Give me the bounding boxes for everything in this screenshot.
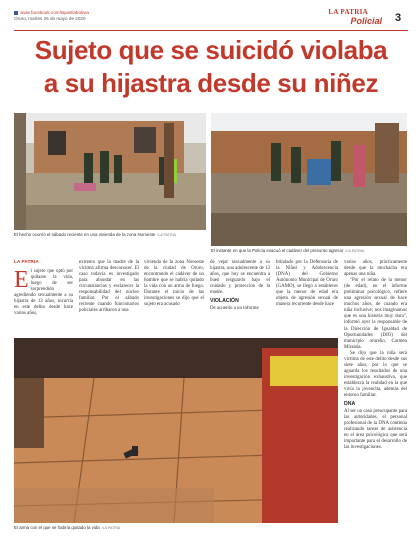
house-scene-image [14, 113, 206, 230]
section-name: Policial [350, 16, 382, 26]
article-column-3: vivienda de la zona Noroeste de la ciudad de Oruro, encontrando el cadáver de un hombre que se habría quitado la vida con un arma de fuego. Durante el inicio de las investigaciones se dijo que el sujeto era acusado [144, 260, 204, 308]
article-column-1 [14, 260, 73, 317]
photo-2-caption: El instante en que la Policía evacuó el cadáver del presunto agresor /LA PATRIA [211, 248, 365, 253]
page-header [0, 0, 420, 38]
subhead-violacion: VIOLACIÓN [210, 298, 239, 305]
photo-3-credit: /LA PATRIA [101, 526, 121, 530]
photo-3-caption: El arma con el que se habría quitado la vida /LA PATRIA [14, 525, 121, 530]
weapon-image [14, 338, 338, 523]
photo-1-caption: El hecho ocurrió el sábado reciente en una vivienda de la zona Noroeste /LA PATRIA [14, 232, 176, 237]
photo-house-scene [14, 113, 206, 230]
header-rule [14, 30, 408, 31]
article-column-5: brindado por la Defensoría de la Niñez y Adolescencia (DNA) del Gobierno Autónomo Municipal de Oruro (GAMO), se llegó a establecer que la menor de edad era objeto de agresión sexual de manera recurrente desde hace [276, 260, 338, 308]
photo-weapon [14, 338, 338, 523]
drop-cap: E [14, 267, 29, 294]
article-column-6: varios años, prácticamente desde que la muchacha era apenas una niña. "Por el relato de la menor (de edad), en el informe preliminar psicológico, refiere una agresión sexual de hace muchos años, de cuando era niña inclusive; nos imaginamos que es una historia muy dura", informó ayer la responsable de la Dirección de Igualdad de Oportunidades (DIO) del municipio orureño, Carmen Miranda. Se dijo que la niña será víctima de este delito desde sus siete años, por lo que se aguarda los resultados de una investigación exhaustiva, que establezca la realidad en la que vivía la jovencita, además del entorno familiar. DNA Al ser un caso preocupante para las autoridades, el personal profesional de la DNA continúa realizando tareas de asistencia en el área psicológica que será importante para el desarrollo de las investigaciones. [344, 260, 407, 451]
facebook-url: www.facebook.com/lapatriabolivia [20, 10, 89, 15]
photo-evacuation [211, 113, 407, 246]
facebook-link[interactable] [14, 10, 89, 15]
byline: LA PATRIA [14, 260, 39, 265]
headline-line-2: a su hijastra desde su niñez [43, 68, 379, 98]
page-number: 3 [388, 9, 408, 28]
headline [14, 34, 408, 100]
photo-2-credit: /LA PATRIA [345, 249, 365, 253]
lead-paragraph: El sujeto que optó por quitarse la vida, luego de ser sorprendido agrediendo sexualmente a su hijastra de 13 años, incurría en este delito desde hace varios años, [14, 267, 73, 317]
newspaper-name: LA PATRIA [328, 8, 368, 16]
article-column-4: de vejar sexualmente a su hijastra, una adolescente de 13 años, que hoy se encuentra a buen resguardo bajo el cuidado y protección de la madre. VIOLACIÓN De acuerdo a un informe [210, 260, 270, 312]
evacuation-image [211, 113, 407, 246]
dateline: Oruro, martes 26 de mayo de 2020 [14, 16, 86, 21]
headline-line-1: Sujeto que se suicidó violaba [34, 35, 388, 65]
facebook-icon [14, 11, 18, 15]
article-column-2: extremo que la madre de la víctima afirma desconocer. El caso todavía es investigado para ahondar en las circunstancias y esclarecer la responsabilidad del núcleo familiar. Por el sábado reciente cuando funcionarios policiales arribaron a una [79, 260, 139, 314]
photo-1-credit: /LA PATRIA [157, 233, 176, 237]
subhead-dna: DNA [344, 401, 356, 408]
